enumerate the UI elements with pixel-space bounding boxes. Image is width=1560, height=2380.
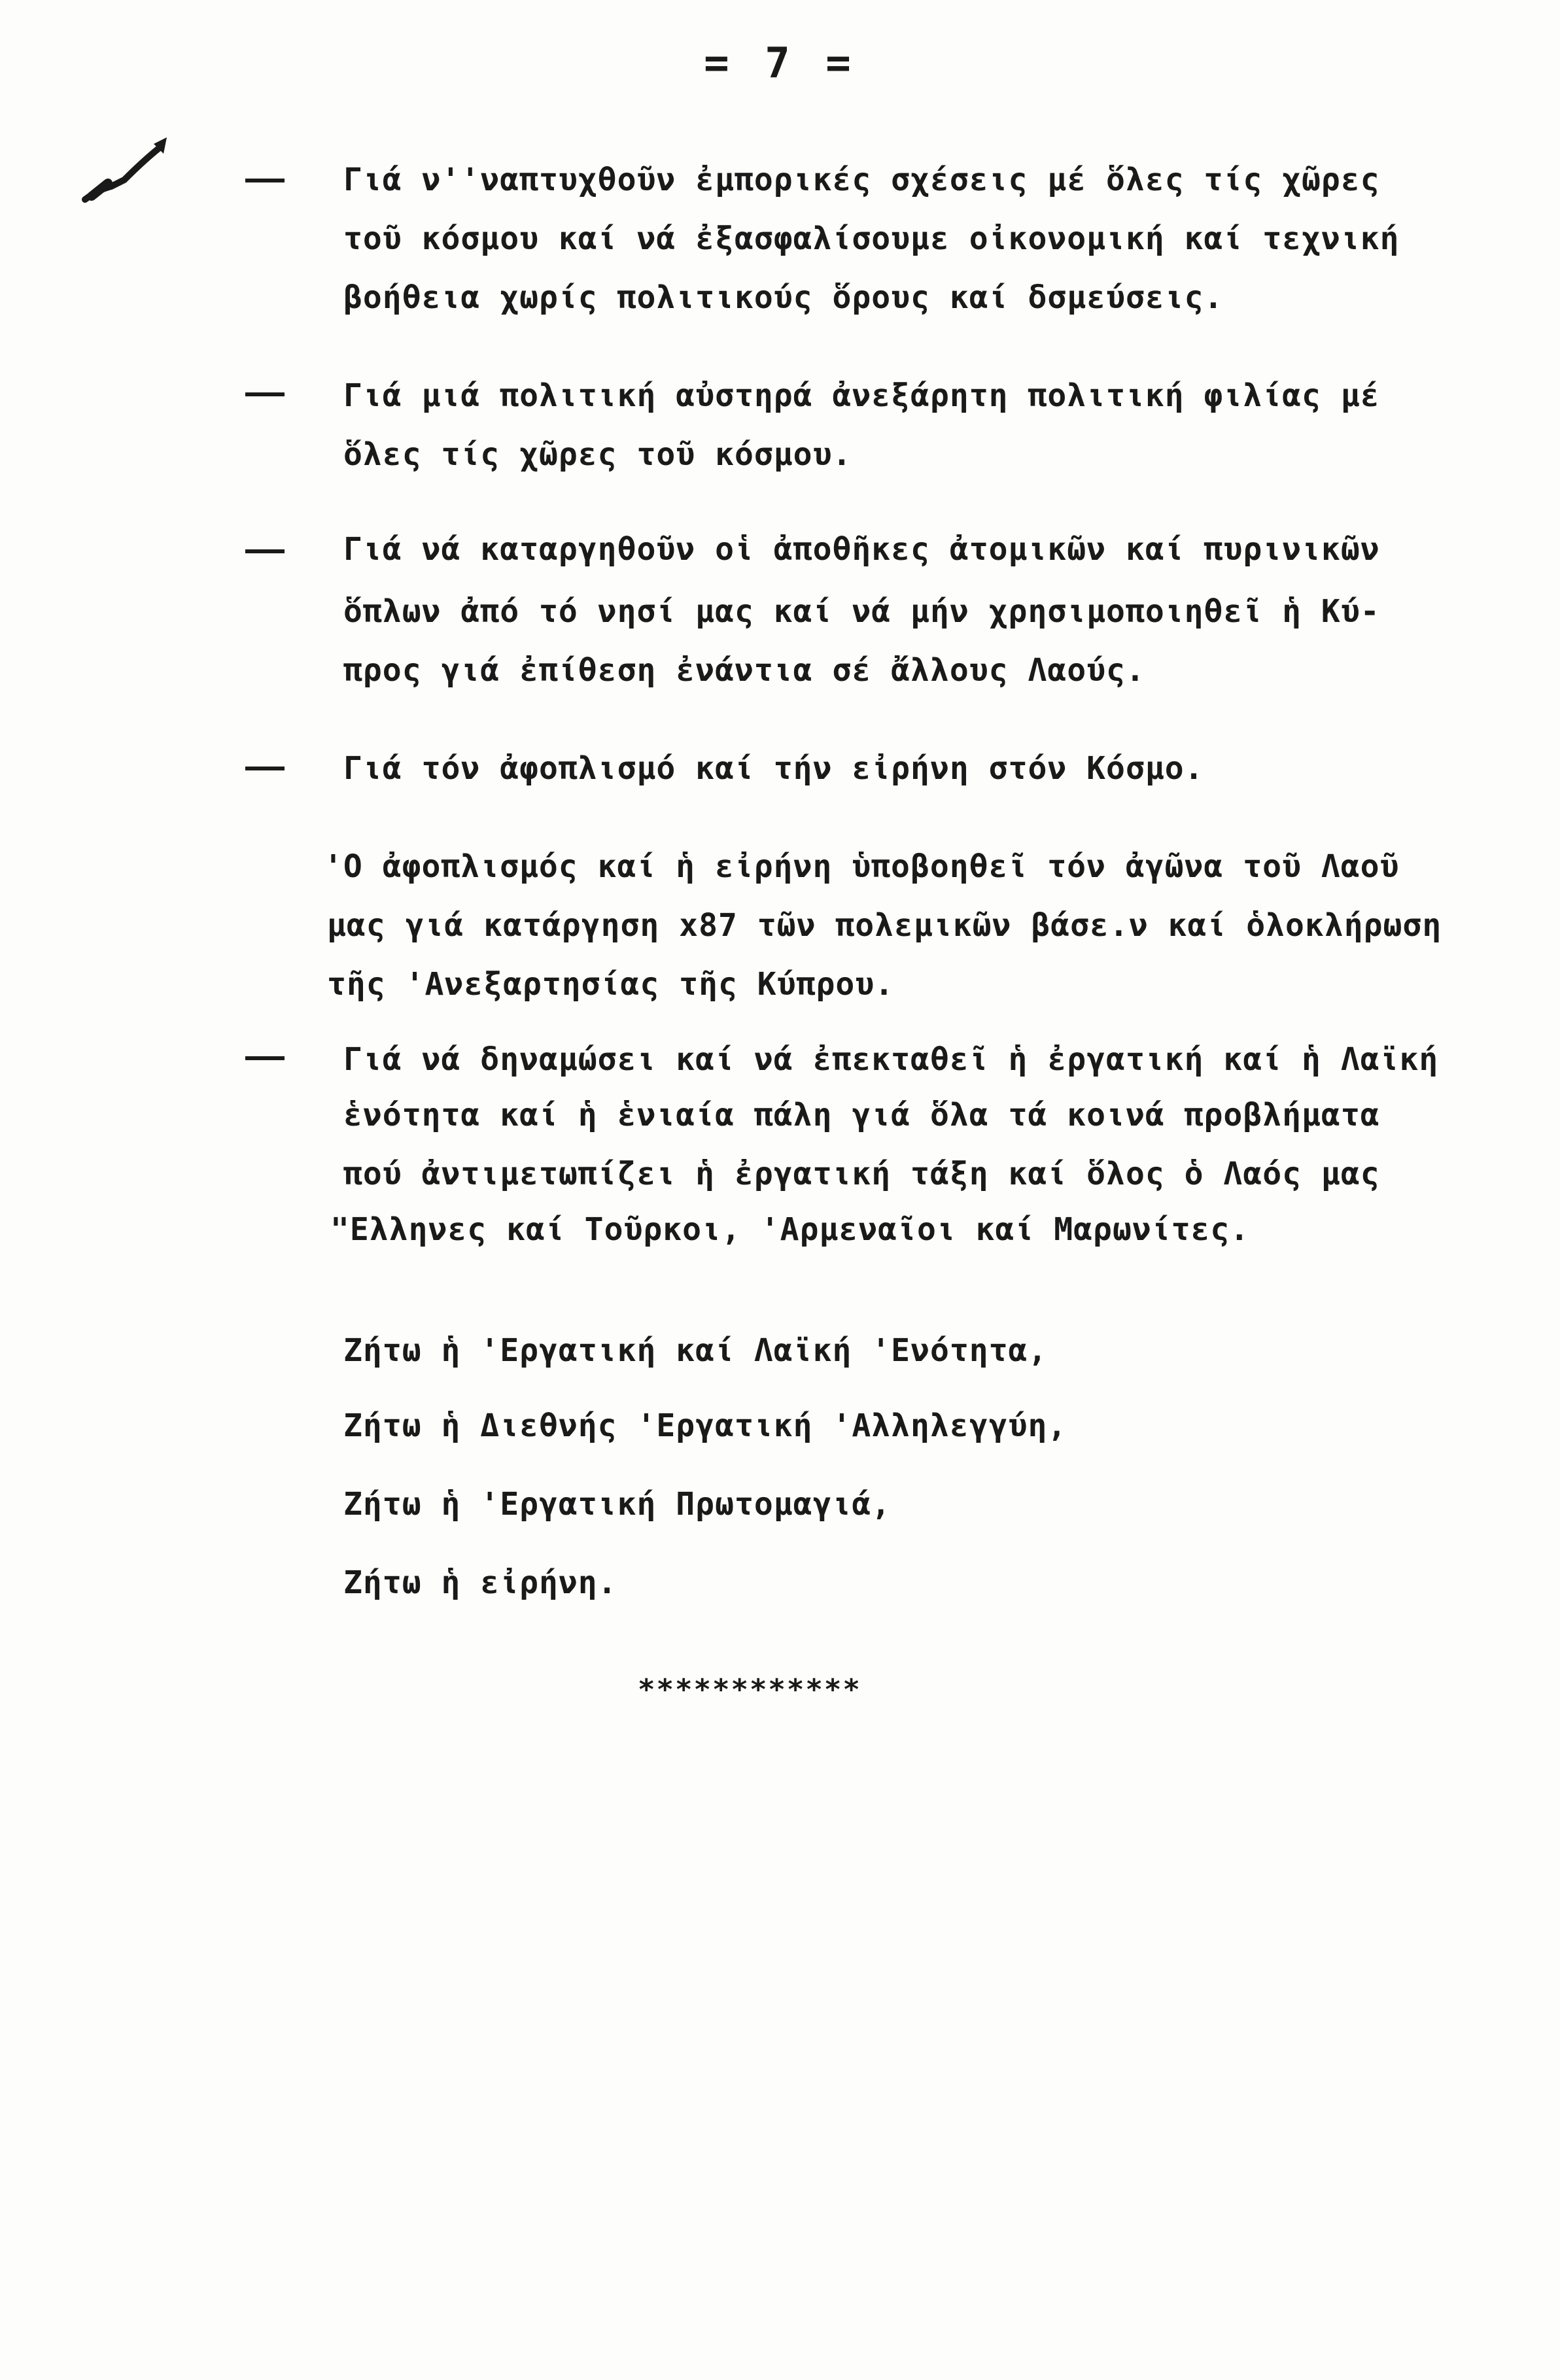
slogan-line: Ζήτω ἡ εἰρήνη. <box>343 1564 617 1601</box>
text-line: πού ἀντιμετωπίζει ἡ ἐργατική τάξη καί ὅλος ὁ Λαός μας <box>343 1156 1380 1192</box>
text-line: "Ελληνες καί Τοῦρκοι, 'Αρμεναῖοι καί Μαρωνίτες. <box>330 1211 1250 1248</box>
text-line: Γιά μιά πολιτική αὐστηρά ἀνεξάρητη πολιτική φιλίας μέ <box>343 377 1380 414</box>
text-line: Γιά τόν ἀφοπλισμό καί τήν εἰρήνη στόν Κόσμο. <box>343 750 1204 787</box>
text-line: μας γιά κατάργηση x87 τῶν πολεμικῶν βάσε.ν καί ὁλοκλήρωση <box>327 907 1442 944</box>
text-line: τῆς 'Ανεξαρτησίας τῆς Κύπρου. <box>327 966 895 1003</box>
bullet-dash <box>245 767 285 770</box>
text-line: Γιά νά δηναμώσει καί νά ἐπεκταθεῖ ἡ ἐργατική καί ἡ Λαϊκή <box>343 1041 1439 1078</box>
handwritten-margin-mark <box>72 134 203 213</box>
slogan-line: Ζήτω ἡ 'Εργατική Πρωτομαγιά, <box>343 1486 892 1523</box>
page-number: = 7 = <box>704 39 856 88</box>
text-line: τοῦ κόσμου καί νά ἐξασφαλίσουμε οἰκονομική καί τεχνική <box>343 220 1400 257</box>
text-line: ὅπλων ἀπό τό νησί μας καί νά μήν χρησιμοποιηθεῖ ἡ Κύ- <box>343 593 1380 630</box>
slogan-line: Ζήτω ἡ Διεθνής 'Εργατική 'Αλληλεγγύη, <box>343 1407 1067 1444</box>
bullet-dash <box>245 392 285 396</box>
text-line: προς γιά ἐπίθεση ἐνάντια σέ ἄλλους Λαούς. <box>343 652 1145 689</box>
bullet-dash <box>245 179 285 182</box>
text-line: ἑνότητα καί ἡ ἑνιαία πάλη γιά ὅλα τά κοινά προβλήματα <box>343 1097 1380 1133</box>
text-line: Γιά ν''ναπτυχθοῦν ἐμπορικές σχέσεις μέ ὅλες τίς χῶρες <box>343 162 1380 198</box>
slogan-line: Ζήτω ἡ 'Εργατική καί Λαϊκή 'Ενότητα, <box>343 1332 1048 1369</box>
bullet-dash <box>245 549 285 553</box>
closing-asterisks: ************ <box>638 1673 861 1706</box>
text-line: 'Ο ἀφοπλισμός καί ἡ εἰρήνη ὑποβοηθεῖ τόν ἀγῶνα τοῦ Λαοῦ <box>324 848 1400 885</box>
text-line: Γιά νά καταργηθοῦν οἱ ἀποθῆκες ἀτομικῶν καί πυρινικῶν <box>343 531 1380 568</box>
text-line: βοήθεια χωρίς πολιτικούς ὅρους καί δσμεύσεις. <box>343 279 1224 316</box>
text-line: ὅλες τίς χῶρες τοῦ κόσμου. <box>343 436 852 473</box>
bullet-dash <box>245 1056 285 1060</box>
